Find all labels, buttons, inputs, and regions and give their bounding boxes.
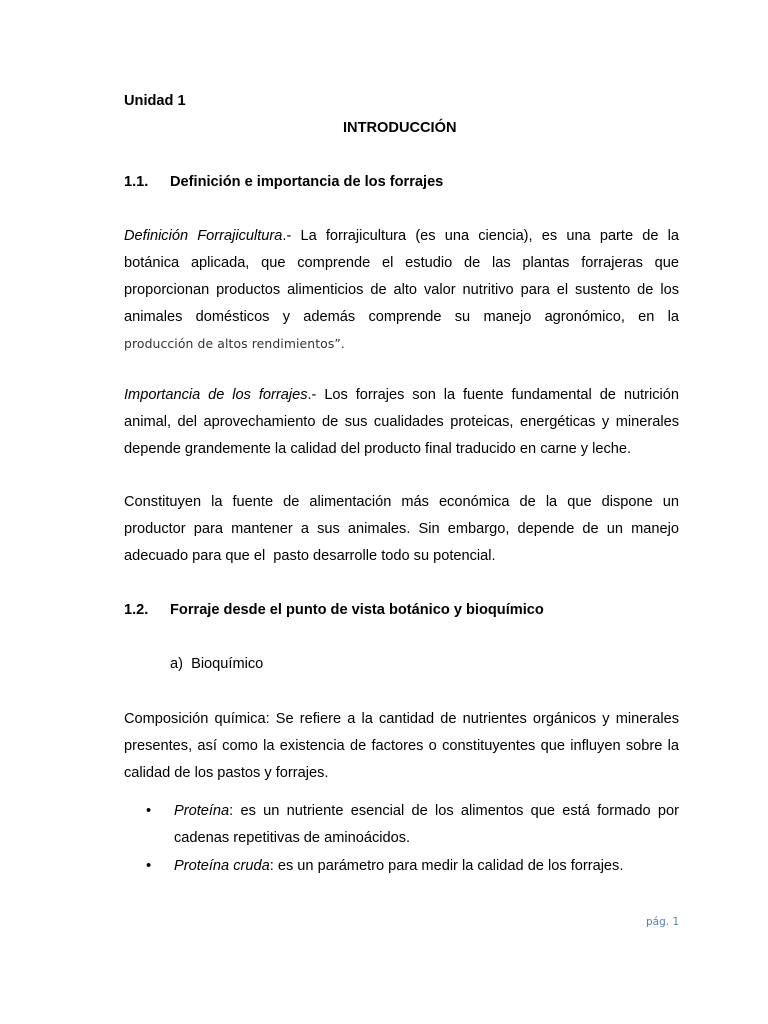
constituyen-line-1: Constituyen la fuente de alimentación más económica de la que dispone un: [124, 494, 679, 510]
section-1-1-number: 1.1.: [124, 174, 149, 190]
composicion-line-1: Composición química: Se refiere a la cantidad de nutrientes orgánicos y minerales: [124, 711, 679, 727]
page-title: INTRODUCCIÓN: [343, 120, 457, 136]
definicion-line-5: producción de altos rendimientos”.: [124, 336, 345, 351]
constituyen-line-3: adecuado para que el pasto desarrolle todo su potencial.: [124, 548, 496, 564]
bullet-proteina-cruda-text: : es un parámetro para medir la calidad de los forrajes.: [269, 858, 624, 874]
definicion-lead: .- La forrajicultura (es una ciencia), es una parte de la: [282, 228, 679, 244]
importancia-line-3: depende grandemente la calidad del producto final traducido en carne y leche.: [124, 441, 632, 457]
bullet-proteina-cruda: [174, 857, 623, 875]
bullet-proteina-line-1: [174, 802, 679, 820]
section-1-1-heading: Definición e importancia de los forrajes: [170, 174, 444, 190]
section-1-2-heading: Forraje desde el punto de vista botánico y bioquímico: [170, 602, 544, 618]
importancia-line-2: animal, del aprovechamiento de sus cualidades proteicas, energéticas y minerales: [124, 414, 679, 430]
bullet-proteina-line-2: cadenas repetitivas de aminoácidos.: [174, 830, 411, 846]
importancia-line-1: [124, 386, 679, 404]
definicion-term: Definición Forrajicultura: [124, 228, 283, 244]
definicion-line-1: [124, 227, 679, 245]
bullet-marker-2: •: [146, 858, 152, 874]
importancia-lead: .- Los forrajes son la fuente fundamental de nutrición: [307, 387, 679, 403]
unit-label: Unidad 1: [124, 93, 186, 109]
definicion-line-3: proporcionan productos alimenticios de alto valor nutritivo para el sustento de los: [124, 282, 679, 298]
definicion-line-4: animales domésticos y además comprende su manejo agronómico, en la: [124, 309, 679, 325]
composicion-line-3: calidad de los pastos y forrajes.: [124, 765, 329, 781]
constituyen-line-2: productor para mantener a sus animales. Sin embargo, depende de un manejo: [124, 521, 679, 537]
bullet-marker-1: •: [146, 803, 152, 819]
page-number-footer: pág. 1: [646, 916, 680, 928]
bullet-proteina-term: Proteína: [174, 803, 230, 819]
importancia-term: Importancia de los forrajes: [124, 387, 308, 403]
composicion-line-2: presentes, así como la existencia de factores o constituyentes que influyen sobre la: [124, 738, 679, 754]
definicion-line-2: botánica aplicada, que comprende el estudio de las plantas forrajeras que: [124, 255, 679, 271]
bullet-proteina-text: : es un nutriente esencial de los alimentos que está formado por: [229, 803, 679, 819]
section-1-2-number: 1.2.: [124, 602, 149, 618]
sub-item-bioquimico: a) Bioquímico: [170, 656, 264, 672]
bullet-proteina-cruda-term: Proteína cruda: [174, 858, 270, 874]
